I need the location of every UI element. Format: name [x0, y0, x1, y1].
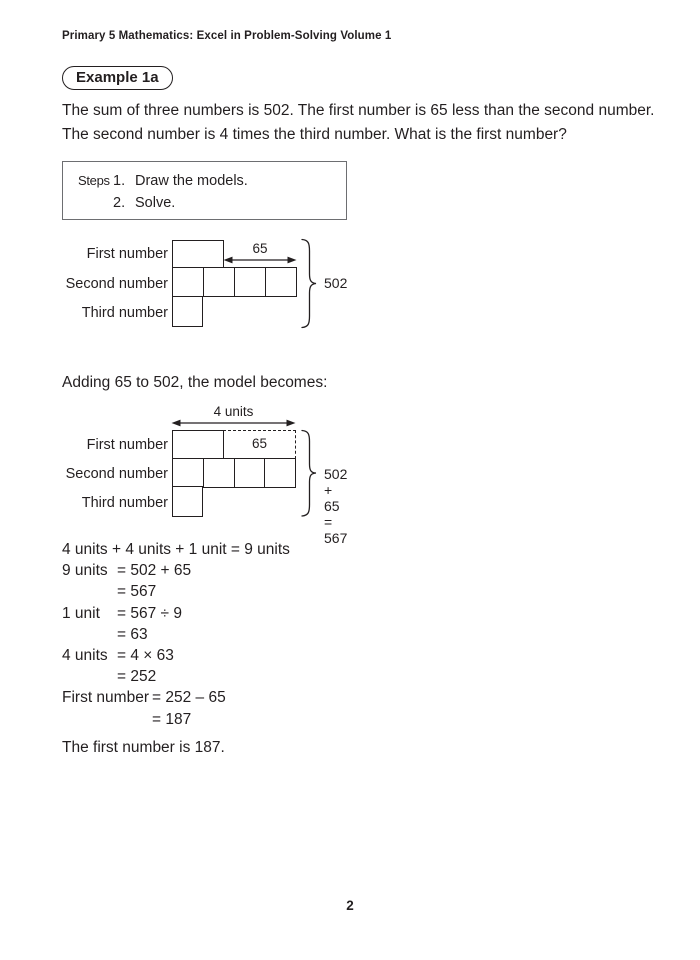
working-line [62, 645, 290, 666]
working-equation: = 252 – 65 [152, 689, 226, 707]
working-equation: = 567 ÷ 9 [117, 604, 182, 622]
unit-box [173, 268, 204, 296]
page-number: 2 [346, 898, 354, 913]
model2-row-label-third-number: Third number [81, 495, 168, 511]
working-line [62, 709, 290, 730]
working-label [62, 709, 152, 730]
model2-second-number-bar [172, 458, 296, 488]
working-equation: = 187 [152, 710, 192, 728]
working-line [62, 666, 290, 687]
working-label: 1 unit [62, 604, 100, 622]
steps-box [62, 161, 347, 220]
working-line [62, 687, 290, 708]
model1-second-number-bar [172, 267, 297, 297]
working-equation: = 63 [117, 625, 148, 643]
model2-brace-label: 502 + 65 = 567 [324, 465, 348, 546]
solution-working [62, 539, 290, 730]
conclusion-text: The first number is 187. [62, 739, 225, 756]
working-equation: 4 units + 4 units + 1 unit = 9 units [62, 541, 290, 558]
unit-box [266, 268, 296, 296]
model1-row-label-third-number: Third number [81, 305, 168, 321]
step-number: 1. [113, 173, 126, 189]
model1-third-number-bar [172, 296, 203, 327]
example-badge-wrap [62, 66, 173, 90]
step-number: 2. [113, 194, 126, 211]
unit-box [204, 459, 235, 487]
page-header: Primary 5 Mathematics: Excel in Problem-Solving Volume 1 [62, 30, 392, 42]
working-equation: = 252 [117, 668, 157, 686]
working-line [62, 581, 290, 602]
working-line [62, 624, 290, 645]
model2-third-number-bar [172, 486, 203, 517]
model1-row-label-first-number: First number [86, 246, 168, 262]
problem-statement [62, 99, 662, 147]
step-item [113, 171, 248, 193]
problem-line: The sum of three numbers is 502. The first number is 65 less than the second number. [62, 102, 655, 119]
unit-box [235, 268, 266, 296]
unit-box [204, 268, 235, 296]
steps-title: Steps [78, 173, 110, 188]
working-label [62, 624, 117, 645]
working-equation: = 567 [117, 583, 157, 601]
model1-row-label-second-number: Second number [65, 276, 168, 292]
model2-dashed-extension-label: 65 [251, 436, 268, 451]
unit-box [235, 459, 266, 487]
working-label [62, 666, 117, 687]
step-item [113, 193, 248, 215]
model2-top-arrow [171, 417, 296, 429]
working-equation: = 4 × 63 [117, 646, 174, 664]
working-label: First number [62, 689, 149, 707]
step-text: Draw the models. [135, 173, 248, 189]
working-line [62, 603, 290, 624]
unit-box [173, 459, 204, 487]
model1-gap-arrow-label: 65 [252, 241, 268, 256]
model2-top-arrow-label: 4 units [213, 404, 254, 419]
unit-box [265, 459, 295, 487]
problem-line: The second number is 4 times the third number. What is the first number? [62, 126, 567, 143]
model1-brace [299, 238, 319, 329]
working-line [62, 539, 290, 560]
working-line [62, 560, 290, 581]
working-label: 9 units [62, 562, 108, 580]
model1-brace-label: 502 [324, 275, 348, 291]
model2-first-number-bar [172, 430, 224, 459]
model2-brace [299, 429, 319, 517]
step-text: Solve. [135, 194, 176, 211]
model1-gap-arrow [223, 254, 297, 266]
model2-row-label-second-number: Second number [65, 466, 168, 482]
steps-list [113, 171, 248, 219]
transition-text: Adding 65 to 502, the model becomes: [62, 374, 328, 391]
working-label [62, 581, 117, 602]
working-label: 4 units [62, 646, 108, 664]
model2-row-label-first-number: First number [86, 437, 168, 453]
working-equation: = 502 + 65 [117, 562, 192, 580]
model1-first-number-bar [172, 240, 224, 269]
example-badge: Example 1a [62, 66, 173, 90]
